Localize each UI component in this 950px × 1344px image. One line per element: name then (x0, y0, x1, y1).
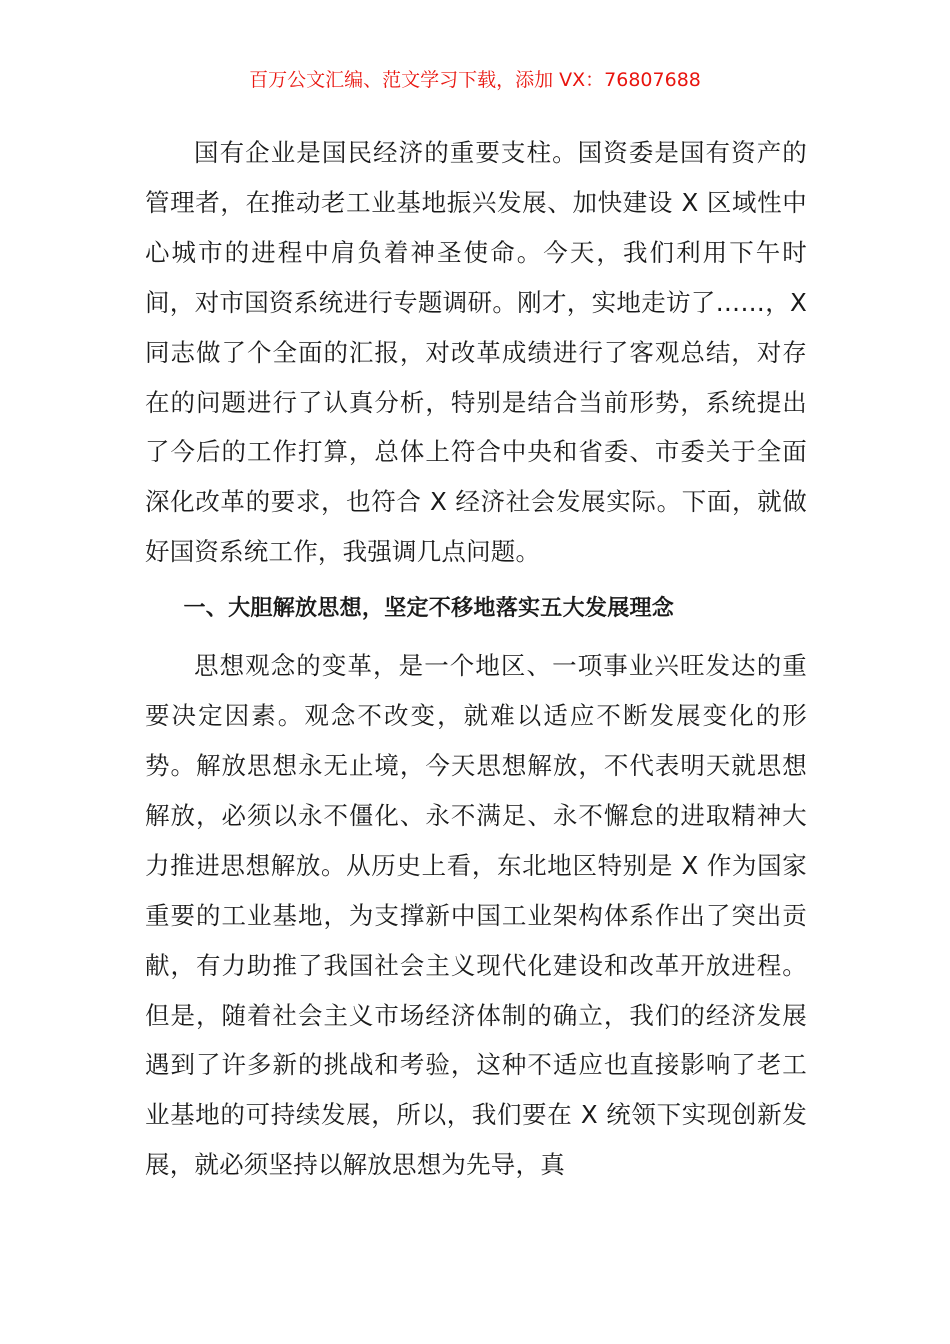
promo-header-text: 百万公文汇编、范文学习下载，添加 VX：76807688 (249, 69, 701, 91)
paragraph-intro: 国有企业是国民经济的重要支柱。国资委是国有资产的管理者，在推动老工业基地振兴发展、加快建设 X 区域性中心城市的进程中肩负着神圣使命。今天，我们利用下午时间，对市国资系统进行专题调研。刚才，实地走访了……，X 同志做了个全面的汇报，对改革成绩进行了客观总结，对存在的问题进行了认真分析，特别是结合当前形势，系统提出了今后的工作打算，总体上符合中央和省委、市委关于全面深化改革的要求，也符合 X 经济社会发展实际。下面，就做好国资系统工作，我强调几点问题。 (145, 138, 807, 567)
document-body (145, 128, 807, 1190)
paragraph-section-1: 思想观念的变革，是一个地区、一项事业兴旺发达的重要决定因素。观念不改变，就难以适应不断发展变化的形势。解放思想永无止境，今天思想解放，不代表明天就思想解放，必须以永不僵化、永不满足、永不懈怠的进取精神大力推进思想解放。从历史上看，东北地区特别是 X 作为国家重要的工业基地，为支撑新中国工业架构体系作出了突出贡献，有力助推了我国社会主义现代化建设和改革开放进程。但是，随着社会主义市场经济体制的确立，我们的经济发展遇到了许多新的挑战和考验，这种不适应也直接影响了老工业基地的可持续发展，所以，我们要在 X 统领下实现创新发展，就必须坚持以解放思想为先导，真 (145, 651, 807, 1180)
section-heading-1: 一、大胆解放思想，坚定不移地落实五大发展理念 (183, 596, 675, 622)
